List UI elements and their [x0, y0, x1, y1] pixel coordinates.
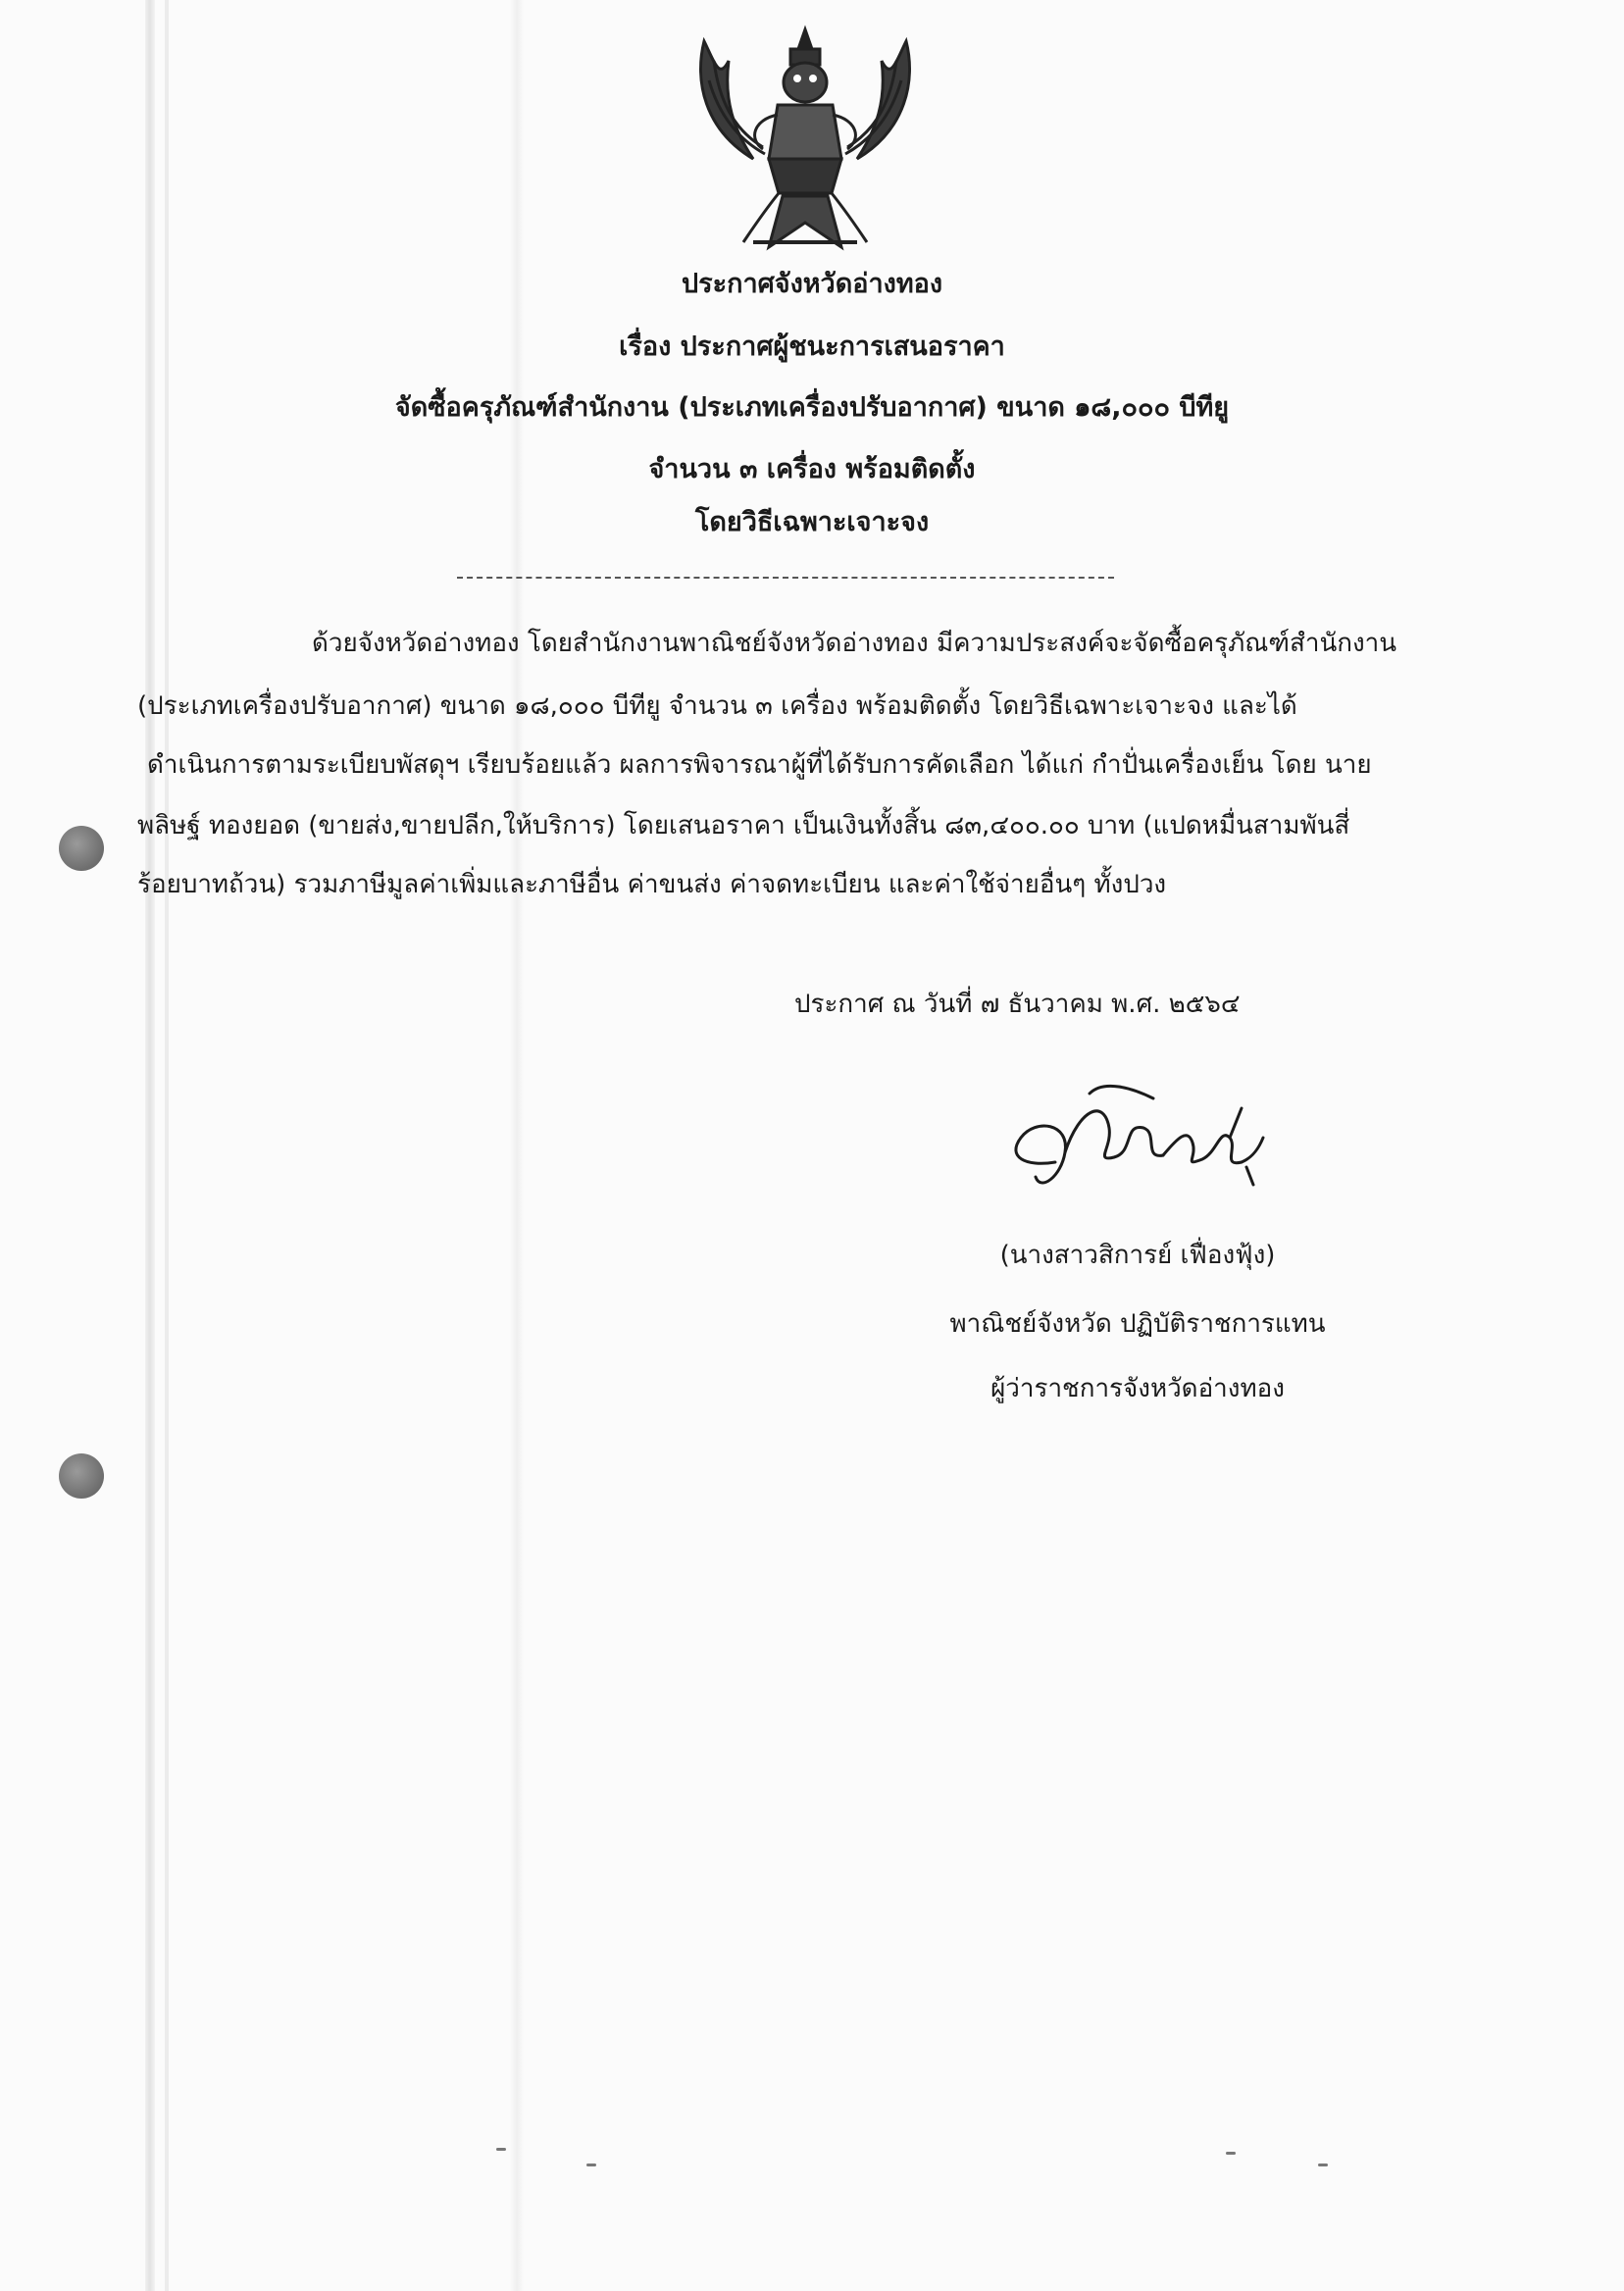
body-paragraph-line: ร้อยบาทถ้วน) รวมภาษีมูลค่าเพิ่มและภาษีอื่น ค่าขนส่ง ค่าจดทะเบียน และค่าใช้จ่ายอื่นๆ ทั้งปวง — [137, 870, 1167, 899]
procurement-method: โดยวิธีเฉพาะเจาะจง — [694, 507, 930, 537]
signatory-position: พาณิชย์จังหวัด ปฏิบัติราชการแทน — [949, 1309, 1326, 1339]
handwritten-signature — [996, 1069, 1271, 1216]
scan-speck — [1318, 2164, 1328, 2166]
scan-speck — [586, 2164, 596, 2166]
signatory-name: (นางสาวสิการย์ เฟื่องฟุ้ง) — [999, 1241, 1276, 1270]
announcement-title: ประกาศจังหวัดอ่างทอง — [681, 269, 943, 299]
body-paragraph-line: (ประเภทเครื่องปรับอากาศ) ขนาด ๑๘,๐๐๐ บีทียู จำนวน ๓ เครื่อง พร้อมติดตั้ง โดยวิธีเฉพาะเจาะจง และได้ — [137, 691, 1297, 721]
procurement-item: จัดซื้อครุภัณฑ์สำนักงาน (ประเภทเครื่องปรับอากาศ) ขนาด ๑๘,๐๐๐ บีทียู — [394, 392, 1230, 423]
procurement-quantity: จำนวน ๓ เครื่อง พร้อมติดตั้ง — [648, 454, 976, 484]
body-paragraph-line: พลิษฐ์ ทองยอด (ขายส่ง,ขายปลีก,ให้บริการ) โดยเสนอราคา เป็นเงินทั้งสิ้น ๘๓,๔๐๐.๐๐ บาท (แปดหมื่นสามพันสี่ — [137, 811, 1350, 840]
punch-hole — [59, 826, 104, 871]
announcement-subject: เรื่อง ประกาศผู้ชนะการเสนอราคา — [619, 331, 1005, 362]
punch-hole — [59, 1453, 104, 1499]
signatory-title: ผู้ว่าราชการจังหวัดอ่างทอง — [990, 1374, 1285, 1403]
garuda-emblem-icon — [685, 22, 926, 261]
scan-speck — [496, 2148, 506, 2151]
header-divider — [457, 577, 1114, 579]
scan-speck — [1226, 2152, 1236, 2155]
body-paragraph-line: ดำเนินการตามระเบียบพัสดุฯ เรียบร้อยแล้ว ผลการพิจารณาผู้ที่ได้รับการคัดเลือก ได้แก่ กำปั่นเครื่องเย็น โดย นาย — [147, 750, 1372, 780]
announcement-date: ประกาศ ณ วันที่ ๗ ธันวาคม พ.ศ. ๒๕๖๔ — [794, 990, 1241, 1019]
body-paragraph-line: ด้วยจังหวัดอ่างทอง โดยสำนักงานพาณิชย์จังหวัดอ่างทอง มีความประสงค์จะจัดซื้อครุภัณฑ์สำนักงาน — [312, 629, 1397, 658]
